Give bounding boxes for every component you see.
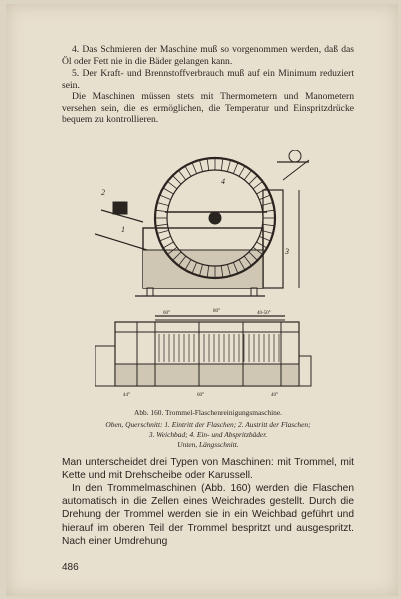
drum-cell	[199, 160, 202, 172]
label-1: 1	[121, 225, 125, 234]
drum-cell	[239, 166, 245, 176]
page-number: 486	[62, 562, 79, 573]
caption-line-1: Oben, Querschnitt: 1. Eintritt der Flaschen; 2. Austritt der Flaschen;	[105, 420, 311, 429]
paragraph-consumption: 5. Der Kraft- und Brennstoffverbrauch muß auf ein Minimum reduziert sein.	[62, 68, 354, 91]
label-4: 4	[221, 177, 225, 186]
drum-cell	[244, 170, 251, 180]
drum-cell	[160, 195, 171, 200]
drum-cell	[157, 230, 169, 233]
drum-cell	[163, 242, 173, 248]
label-3: 3	[285, 247, 289, 256]
label-2: 2	[101, 188, 105, 197]
drum-cell	[259, 195, 270, 200]
drum-cell	[253, 181, 263, 188]
temp-40: 40°	[271, 393, 278, 398]
drum-cell	[263, 224, 275, 226]
drum-cell	[227, 160, 230, 172]
drum-cell	[160, 236, 171, 241]
inlet-chute	[95, 234, 147, 250]
drum-cell	[173, 176, 181, 184]
drum-cell	[233, 163, 238, 174]
temp-80: 80°	[213, 309, 220, 314]
drum-cell	[257, 188, 267, 194]
paragraph-thermometers: Die Maschinen müssen stets mit Thermometern und Manometern versehen sein, die es ermöglichen, die Temperatur und Einspritzdrücke bequem zu kontrollieren.	[62, 91, 354, 126]
drum-cell	[163, 188, 173, 194]
temp-44: 44°	[123, 393, 130, 398]
drum-hub	[209, 212, 221, 224]
caption-line-3: Unten, Längsschnitt.	[177, 440, 239, 449]
drum-cell	[207, 159, 209, 171]
caption-title: Abb. 160. Trommel-Flaschenreinigungsmaschine.	[133, 408, 282, 417]
caption-line-2: 3. Weichbad; 4. Ein- und Abspritzbäder.	[148, 430, 268, 439]
temp-60-bottom: 60°	[197, 393, 204, 398]
machine-drawing	[95, 150, 315, 414]
drum-cell	[185, 166, 191, 176]
drum-cell	[167, 181, 177, 188]
drum-cell	[221, 159, 223, 171]
drum-cell	[249, 176, 257, 184]
paragraph-machine-types: Man unterscheidet drei Typen von Maschinen: mit Trommel, mit Kette und mit Drehscheibe oder Karussell.	[62, 457, 354, 482]
drum-cell	[257, 242, 267, 248]
drum-cell	[178, 170, 185, 180]
drum-cell	[192, 163, 197, 174]
temp-60-top: 60°	[163, 311, 170, 316]
paragraph-lubrication: 4. Das Schmieren der Maschine muß so vorgenommen werden, daß das Öl oder Fett nie in die Bäder gelangen kann.	[62, 44, 354, 67]
drum-cell	[259, 236, 270, 241]
paragraph-drum-machines: In den Trommelmaschinen (Abb. 160) werden die Flaschen automatisch in die Zellen eines Weichrades gestellt. Durch die Drehung der Trommel werden sie in ein Weichbad geführt und hierauf im oberen Teil der Trommel bespritzt und ausgespritzt. Nach einer Umdrehung	[62, 483, 354, 547]
drum-cell	[156, 224, 168, 226]
motor-wheel	[289, 150, 301, 162]
drum-cell	[157, 202, 169, 205]
machine-figure	[95, 150, 315, 414]
temp-40-50: 40-50°	[257, 311, 271, 316]
